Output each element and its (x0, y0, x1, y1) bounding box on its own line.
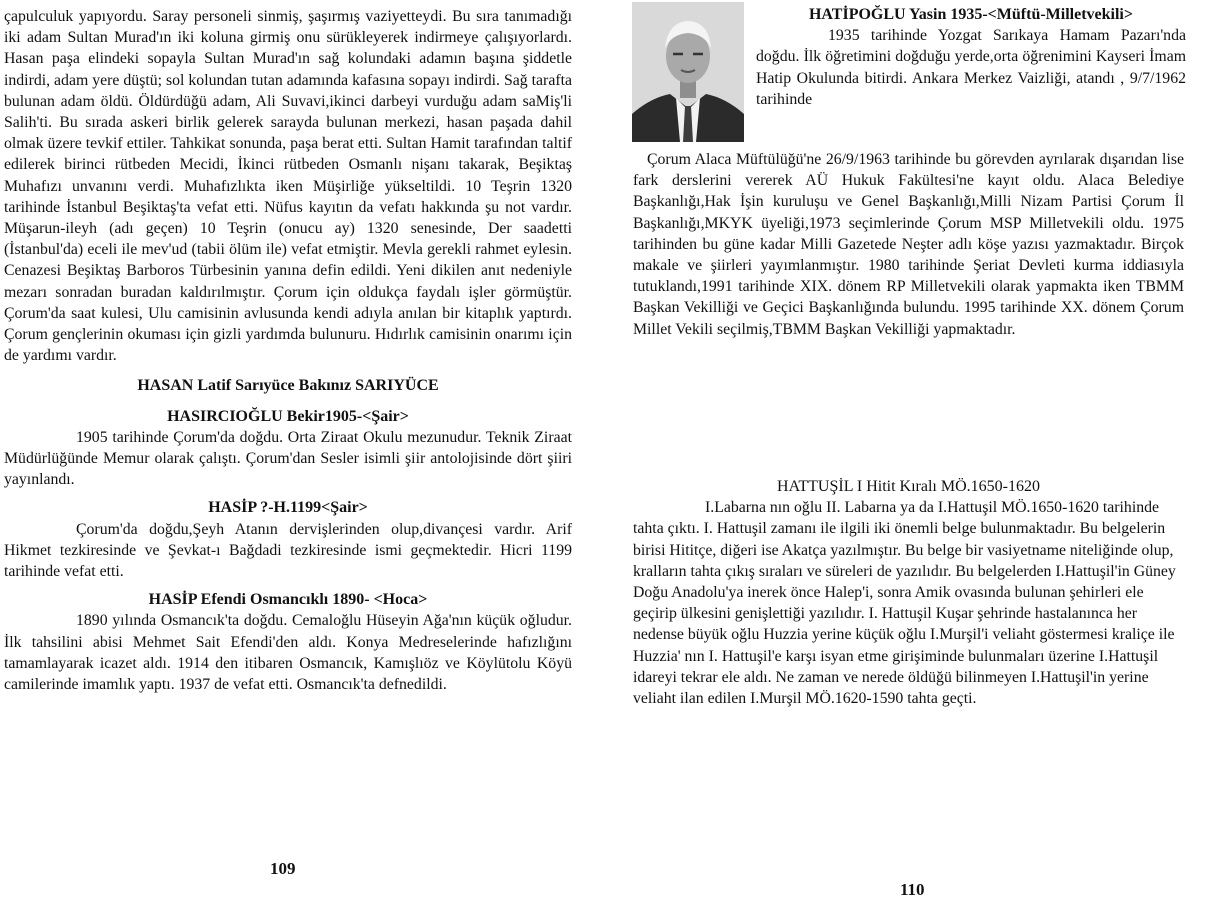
page-number-right: 110 (900, 880, 925, 899)
intro-paragraph: çapulculuk yapıyordu. Saray personeli sinmiş, şaşırmış vaziyetteydi. Bu sıra tanımadığı iki adam Sultan Murad'ın iki koluna girmiş onu sürükleyerek indirmeye çalışıyorlardı. Hasan paşa elindeki sopayla Sultan Murad'ın sağ kolundaki adamın başına şiddetle indirdi, adam yere düştü; sol kolundan tutan adamında kafasına sopayı indirdi. Sağ tarafta bulunan adam öldü. Öldürdüğü adam, Ali Suvavi,ikinci darbeyi vurduğu adam saMiş'li Salih'ti. Bu sırada askeri birlik gelerek sarayda bulunan merkezi, hasan paşada dahil olmak üzere tevkif ettiler. Tahkikat sonunda, paşa berat etti. Sultan Hamit tarafından taltif edilerek birinci rütbeden Mecidi, İkinci rütbeden Osmanlı nişanı takarak, Beşiktaş Muhafızı unvanını verdi. Muhafızlıkta iken Müşirliğe yükseltildi. 10 Teşrin 1320 tarihinde İstanbul Beşiktaş'ta vefat etti. Nüfus kayıtın da vefatı hakkında şu not vardır. Müşarun-ileyh (adı geçen) 10 Teşrin (onucu ay) 1320 senesinde, Der saadetti (İstanbul'da) eceli ile mev'ud (tabii ölüm ile) vefat etmiştir. Mevla gerekli rahmet eylesin. Cenazesi Beşiktaş Barboros Türbesinin yanına defin edildi. Yeni dikilen anıt nedeniyle mezarı sonradan buradan kaldırılmıştır. Çorum için oldukça faydalı işler görmüştür. Çorum'da saat kulesi, Ulu camisinin avlusunda kendi adıyla anılan bir kitaplık yaptırdı. Çorum gençlerinin okuması için gizli yardımda bulunuru. Hıdırlık camisinin onarımı için de yardımı vardır. (4, 8, 572, 365)
entry-heading-hasip: HASİP ?-H.1199<Şair> (208, 499, 368, 517)
entry-body-hattusil: I.Labarna nın oğlu II. Labarna ya da I.Hattuşil MÖ.1650-1620 tarihinde tahta çıktı. I. Hattuşil zamanı ile ilgili iki önemli belge bulunmaktadır. Bu belgelerin birisi Hititçe, diğeri ise Akatça yazılmıştır. Bu belge bir vasiyetname niteliğinde olup, kralların tahta çıkış sıraları ve süreleri de yazılıdır. Bu belgelerden I.Hattuşil'in Güney Doğu Anadolu'ya inerek önce Halep'i, sonra Amik ovasında bulunan şehirleri ele geçirip ülkesini genişlettiği yazılıdır. I. Hattuşil Kuşar şehrinde hastalanınca her nedense büyük oğlu Huzzia yerine küçük oğlu I.Murşil'i veliaht göstermesi kraliçe ile Huzzia' nın I. Hattuşil'e karşı isyan etme girişiminde bulunmaları üzerine I.Hattuşil idareyi tekrar ele aldı. Ne zaman ve nerede öldüğü bilinmeyen I.Hattuşil'in yerine veliaht ilan edilen I.Murşil MÖ.1620-1590 tahta geçti. (633, 499, 1176, 708)
page-number-left: 109 (270, 859, 296, 878)
entry-heading-hasan: HASAN Latif Sarıyüce Bakınız SARIYÜCE (137, 377, 439, 395)
entry-body-hasircioglu: 1905 tarihinde Çorum'da doğdu. Orta Ziraat Okulu mezunudur. Teknik Ziraat Müdürlüğünde Memur olarak çalıştı. Çorum'dan Sesler isimli şiir antolojisinde dört şiiri yayınlandı. (4, 428, 572, 489)
entry-heading-hasip-efendi: HASİP Efendi Osmancıklı 1890- <Hoca> (148, 591, 428, 609)
entry-body-hasip: Çorum'da doğdu,Şeyh Atanın dervişlerinden olup,divançesi vardır. Arif Hikmet tezkiresinde ve Şevkat-ı Bağdadi tezkiresinde ismi geçmektedir. Hicri 1199 tarihinde vefat etti. (4, 520, 572, 581)
entry-heading-hatipoglu: HATİPOĞLU Yasin 1935-<Müftü-Milletvekili> (808, 6, 1133, 23)
hatipoglu-head-block (756, 4, 1186, 110)
portrait-photo-icon (632, 2, 744, 142)
right-page (604, 0, 1208, 907)
left-column (4, 6, 572, 695)
entry-body-hatipoglu-bottom: Çorum Alaca Müftülüğü'ne 26/9/1963 tarihinde bu görevden ayrılarak dışarıdan lise fark derslerini vererek AÜ Hukuk Fakültesi'ne kayıt oldu. Alaca Belediye Başkanlığı,Hak İşin kuruluşu ve Genel Başkanlığı,Milli Nizam Partisi Çorum İl Başkanlığı,MKYK üyeliği,1973 seçimlerinde Çorum MSP Milletvekili oldu. 1975 tarihinden bu güne kadar Milli Gazetede Neşter adlı köşe yazısı yazmaktadır. Birçok makale ve şiirleri yayımlanmıştır. 1980 tarihinde Şeriat Devleti kurma iddiasıyla tutuklandı,1991 tarihinde XIX. dönem RP Milletvekili olarak yapmakta iken TBMM Başkan Vekilliği ve Geçici Başkanlığında bulundu. 1995 tarihinde XX. dönem Çorum Millet Vekili seçilmiş,TBMM Başkan Vekilliği yapmaktadır. (633, 151, 1184, 338)
entry-body-hatipoglu-top: 1935 tarihinde Yozgat Sarıkaya Hamam Pazarı'nda doğdu. İlk öğretimini doğduğu yerde,orta öğrenimini Kayseri İmam Hatip Okulunda bitirdi. Ankara Merkez Vaizliği, atandı , 9/7/1962 tarihinde (756, 27, 1186, 108)
entry-body-hasip-efendi: 1890 yılında Osmancık'ta doğdu. Cemaloğlu Hüseyin Ağa'nın küçük oğludur. İlk tahsilini abisi Mehmet Sait Efendi'den aldı. Konya Medreselerinde hafızlığını tamamlayarak icazet aldı. 1914 den itibaren Osmancık, Kamışlıöz ve Köylütolu Köyü camilerinde imamlık yaptı. 1937 de vefat etti. Osmancık'ta defnedildi. (4, 612, 572, 694)
hattusil-block (633, 476, 1184, 709)
entry-heading-hattusil: HATTUŞİL I Hitit Kıralı MÖ.1650-1620 (777, 478, 1040, 495)
hatipoglu-continued (633, 149, 1184, 340)
entry-heading-hasircioglu: HASIRCIOĞLU Bekir1905-<Şair> (167, 407, 409, 425)
